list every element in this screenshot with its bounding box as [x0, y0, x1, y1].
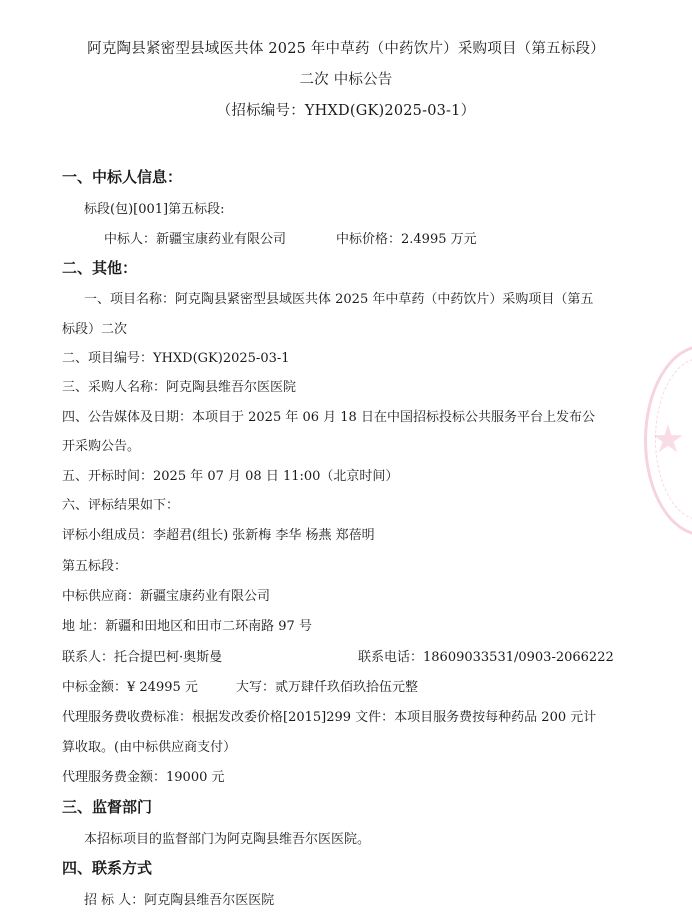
section-supervision-heading: 三、监督部门	[62, 798, 153, 816]
title-line-3: （招标编号：YHXD(GK)2025-03-1）	[216, 103, 476, 119]
opening-time: 五、开标时间：2025 年 07 月 08 日 11:00（北京时间）	[62, 469, 399, 484]
purchaser-name: 三、采购人名称：阿克陶县维吾尔医医院	[62, 380, 297, 395]
contact-phone: 联系电话：18609033531/0903-2066222	[358, 650, 614, 665]
contact-person: 联系人：托合提巴柯·奥斯曼	[62, 650, 223, 665]
project-name-line-1: 一、项目名称：阿克陶县紧密型县域医共体 2025 年中草药（中药饮片）采购项目（第五	[84, 292, 594, 307]
document-title	[0, 34, 692, 127]
lot-label: 标段(包)[001]第五标段:	[84, 202, 225, 217]
tenderer-info: 招 标 人：阿克陶县维吾尔医医院	[84, 893, 275, 908]
winning-supplier: 中标供应商：新疆宝康药业有限公司	[62, 589, 271, 604]
fee-standard-line-2: 算收取。(由中标供应商支付）	[62, 740, 237, 755]
project-number: 二、项目编号：YHXD(GK)2025-03-1	[62, 351, 290, 366]
section-winner-heading: 一、中标人信息：	[62, 168, 183, 186]
winner-name: 中标人：新疆宝康药业有限公司	[104, 232, 287, 247]
fee-amount: 代理服务费金额：19000 元	[62, 770, 225, 785]
section-contact-heading: 四、联系方式	[62, 859, 153, 877]
project-name-line-2: 标段）二次	[62, 322, 128, 337]
seal-stamp-icon	[644, 345, 692, 536]
section-other-heading: 二、其他：	[62, 259, 138, 277]
title-line-2: 二次 中标公告	[299, 72, 393, 88]
seal-star-icon: ★	[651, 417, 686, 461]
committee-members: 评标小组成员：李超君(组长) 张新梅 李华 杨燕 郑蓓明	[62, 528, 375, 543]
supplier-address: 地 址：新疆和田地区和田市二环南路 97 号	[62, 619, 312, 634]
evaluation-result-label: 六、评标结果如下：	[62, 498, 180, 513]
winning-amount-capitals: 大写：贰万肆仟玖佰玖拾伍元整	[236, 680, 419, 695]
winner-price: 中标价格：2.4995 万元	[336, 232, 477, 247]
media-date-line-1: 四、公告媒体及日期：本项目于 2025 年 06 月 18 日在中国招标投标公共服务平台上发布公	[62, 410, 595, 425]
media-date-line-2: 开采购公告。	[62, 439, 141, 454]
lot-five-label: 第五标段：	[62, 559, 128, 574]
fee-standard-line-1: 代理服务费收费标准：根据发改委价格[2015]299 文件：本项目服务费按每种药品 200 元计	[62, 710, 597, 725]
winning-amount: 中标金额：¥ 24995 元	[62, 680, 198, 695]
supervision-text: 本招标项目的监督部门为阿克陶县维吾尔医医院。	[84, 832, 371, 847]
title-line-1: 阿克陶县紧密型县域医共体 2025 年中草药（中药饮片）采购项目（第五标段）	[87, 41, 605, 57]
